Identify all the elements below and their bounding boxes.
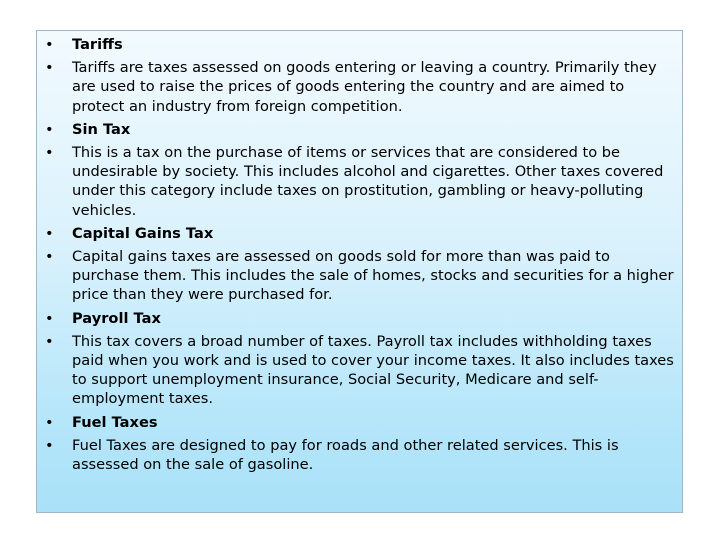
bullet-text: Payroll Tax bbox=[72, 309, 161, 327]
bullet-icon: • bbox=[45, 120, 54, 138]
bullet-icon: • bbox=[45, 248, 54, 266]
bullet-text: This is a tax on the purchase of items or services that are considered to be undesirable by society. This includes alcohol and cigarettes. Other taxes covered under this category include taxes on prostitution, gambling or heavy-polluting vehicles. bbox=[72, 144, 664, 219]
bullet-text: Tariffs bbox=[72, 36, 123, 53]
bullet-body-sin-tax bbox=[45, 143, 679, 220]
bullet-text: This tax covers a broad number of taxes. Payroll tax includes withholding taxes paid when you work and is used to cover your income taxes. It also includes taxes to support unemployment insurance, Social Security, Medicare and self-employment taxes. bbox=[72, 332, 674, 408]
content-panel bbox=[36, 30, 683, 513]
bullet-icon: • bbox=[45, 436, 54, 454]
bullet-icon: • bbox=[45, 332, 54, 350]
bullet-list bbox=[45, 35, 679, 478]
bullet-body-tariffs bbox=[45, 58, 679, 116]
bullet-heading-fuel-taxes bbox=[45, 413, 679, 432]
bullet-icon: • bbox=[45, 144, 54, 162]
bullet-icon: • bbox=[45, 36, 54, 53]
bullet-icon: • bbox=[45, 309, 54, 327]
bullet-text: Sin Tax bbox=[72, 120, 131, 138]
bullet-icon: • bbox=[45, 413, 54, 431]
bullet-body-payroll-tax bbox=[45, 332, 679, 409]
bullet-heading-sin-tax bbox=[45, 120, 679, 139]
bullet-text: Fuel Taxes bbox=[72, 413, 158, 431]
bullet-icon: • bbox=[45, 224, 54, 242]
bullet-body-fuel-taxes bbox=[45, 436, 679, 474]
bullet-heading-tariffs bbox=[45, 35, 679, 54]
bullet-text: Capital gains taxes are assessed on goods sold for more than was paid to purchase them. This includes the sale of homes, stocks and securities for a higher price than they were purchased for. bbox=[72, 248, 674, 304]
bullet-icon: • bbox=[45, 59, 54, 77]
bullet-heading-capital-gains-tax bbox=[45, 224, 679, 243]
bullet-text: Tariffs are taxes assessed on goods entering or leaving a country. Primarily they are used to raise the prices of goods entering the country and are aimed to protect an industry from foreign competition. bbox=[72, 59, 657, 115]
bullet-body-capital-gains-tax bbox=[45, 247, 679, 305]
bullet-heading-payroll-tax bbox=[45, 309, 679, 328]
bullet-text: Capital Gains Tax bbox=[72, 224, 214, 242]
bullet-text: Fuel Taxes are designed to pay for roads and other related services. This is assessed on the sale of gasoline. bbox=[72, 436, 619, 474]
